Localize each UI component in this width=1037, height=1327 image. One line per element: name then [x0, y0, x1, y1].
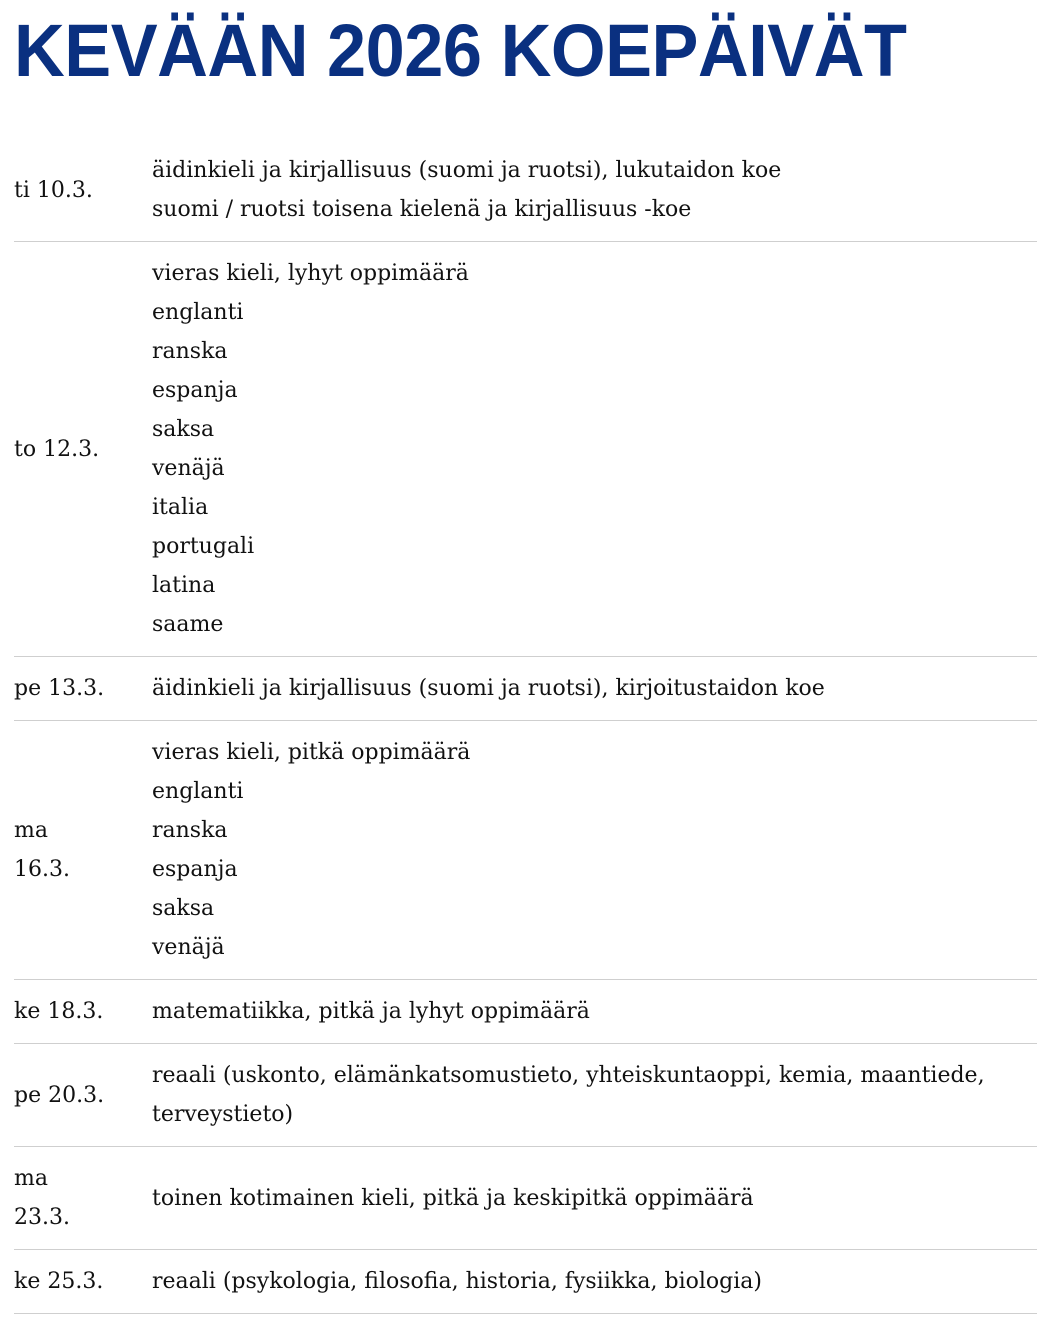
table-row	[14, 1044, 1037, 1147]
exam-subject: venäjä	[152, 935, 225, 960]
exam-subject: englanti	[152, 300, 244, 325]
table-row	[14, 242, 1037, 657]
exam-date	[14, 1159, 152, 1237]
table-row	[14, 139, 1037, 242]
exam-date	[14, 430, 152, 469]
exam-subject: suomi / ruotsi toisena kielenä ja kirjallisuus -koe	[152, 197, 692, 222]
exam-subject: espanja	[152, 378, 238, 403]
exam-date-line: ma	[14, 818, 48, 843]
exam-subject: ranska	[152, 818, 228, 843]
table-row	[14, 980, 1037, 1044]
exam-subject: saksa	[152, 896, 215, 921]
exam-subjects	[152, 669, 1037, 708]
exam-subject: latina	[152, 573, 216, 598]
exam-subjects	[152, 1056, 1037, 1134]
exam-date-line: pe 13.3.	[14, 676, 105, 701]
exam-subject: vieras kieli, lyhyt oppimäärä	[152, 261, 469, 286]
exam-subjects	[152, 1262, 1037, 1301]
exam-subject: reaali (psykologia, filosofia, historia, fysiikka, biologia)	[152, 1269, 762, 1294]
exam-subject: englanti	[152, 779, 244, 804]
exam-subjects	[152, 733, 1037, 967]
exam-subject: saame	[152, 612, 224, 637]
exam-date	[14, 811, 152, 889]
table-row	[14, 1250, 1037, 1314]
exam-subjects	[152, 1179, 1037, 1218]
exam-subject: venäjä	[152, 456, 225, 481]
exam-subject: reaali (uskonto, elämänkatsomustieto, yhteiskuntaoppi, kemia, maantiede, terveystieto)	[152, 1063, 985, 1127]
exam-subjects	[152, 151, 1037, 229]
exam-subjects	[152, 254, 1037, 644]
exam-date-line: ti 10.3.	[14, 177, 93, 203]
exam-subject: saksa	[152, 417, 215, 442]
exam-schedule-table	[14, 139, 1037, 1314]
exam-date-line: to 12.3.	[14, 436, 100, 462]
exam-date	[14, 669, 152, 708]
exam-date	[14, 1076, 152, 1115]
page-title: KEVÄÄN 2026 KOEPÄIVÄT	[14, 9, 907, 92]
exam-date	[14, 1262, 152, 1301]
table-row	[14, 721, 1037, 980]
exam-date-line: ke 25.3.	[14, 1269, 104, 1294]
table-row	[14, 657, 1037, 721]
exam-date-line: 23.3.	[14, 1205, 70, 1230]
exam-subject: äidinkieli ja kirjallisuus (suomi ja ruotsi), lukutaidon koe	[152, 158, 782, 183]
exam-subject: äidinkieli ja kirjallisuus (suomi ja ruotsi), kirjoitustaidon koe	[152, 676, 825, 701]
exam-date	[14, 171, 152, 210]
exam-subject: portugali	[152, 534, 255, 559]
exam-subject: vieras kieli, pitkä oppimäärä	[152, 740, 471, 765]
exam-date-line: pe 20.3.	[14, 1082, 105, 1108]
exam-date-line: ke 18.3.	[14, 999, 104, 1024]
exam-subject: espanja	[152, 857, 238, 882]
exam-subjects	[152, 992, 1037, 1031]
exam-date-line: 16.3.	[14, 857, 70, 882]
exam-subject: matematiikka, pitkä ja lyhyt oppimäärä	[152, 999, 590, 1024]
exam-subject: italia	[152, 495, 209, 520]
table-row	[14, 1147, 1037, 1250]
exam-subject: toinen kotimainen kieli, pitkä ja keskipitkä oppimäärä	[152, 1185, 754, 1211]
exam-subject: ranska	[152, 339, 228, 364]
exam-date-line: ma	[14, 1166, 48, 1191]
exam-date	[14, 992, 152, 1031]
